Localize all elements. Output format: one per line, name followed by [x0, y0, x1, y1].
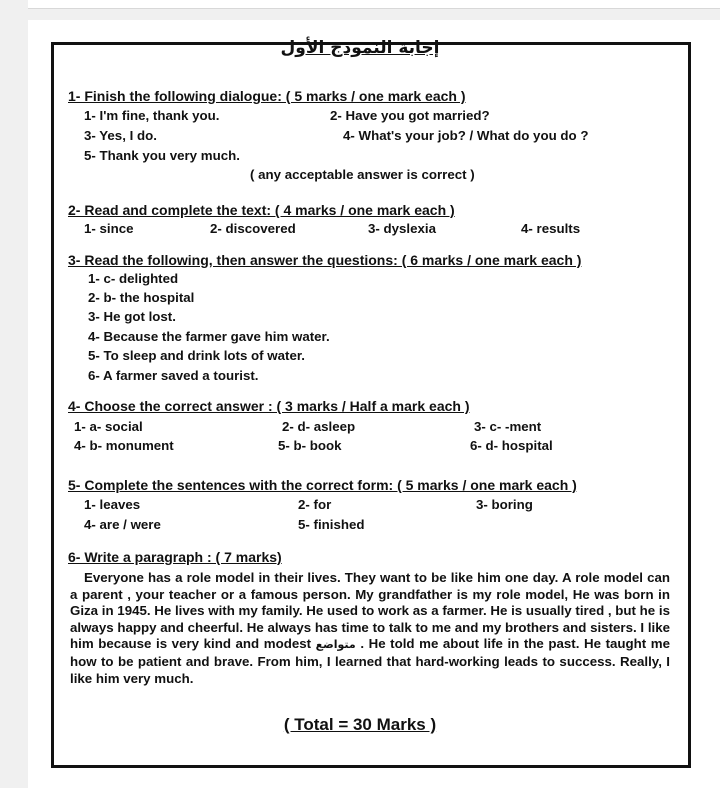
s2-answer-2: 2- discovered [210, 221, 296, 236]
s2-answer-1: 1- since [84, 221, 134, 236]
section-6-heading: 6- Write a paragraph : ( 7 marks) [68, 549, 282, 565]
paragraph-answer [70, 570, 670, 687]
section-1-heading: 1- Finish the following dialogue: ( 5 marks / one mark each ) [68, 88, 466, 104]
s3-answer-1: 1- c- delighted [88, 271, 179, 286]
s4-answer-5: 5- b- book [278, 438, 342, 453]
s1-answer-2: 2- Have you got married? [330, 108, 490, 123]
s5-answer-1: 1- leaves [84, 497, 141, 512]
top-bar [28, 0, 720, 9]
s1-note: ( any acceptable answer is correct ) [250, 167, 475, 182]
section-5-heading: 5- Complete the sentences with the correct form: ( 5 marks / one mark each ) [68, 477, 577, 493]
section-2-heading: 2- Read and complete the text: ( 4 marks / one mark each ) [68, 202, 455, 218]
s1-answer-1: 1- I'm fine, thank you. [84, 108, 220, 123]
s1-answer-4: 4- What's your job? / What do you do ? [343, 128, 589, 143]
s5-answer-4: 4- are / were [84, 517, 161, 532]
section-4-heading: 4- Choose the correct answer : ( 3 marks / Half a mark each ) [68, 398, 470, 414]
s5-answer-3: 3- boring [476, 497, 533, 512]
s2-answer-4: 4- results [521, 221, 581, 236]
arabic-gloss: متواضع [315, 638, 356, 652]
section-3-heading: 3- Read the following, then answer the questions: ( 6 marks / one mark each ) [68, 252, 582, 268]
s5-answer-5: 5- finished [298, 517, 365, 532]
s2-answer-3: 3- dyslexia [368, 221, 437, 236]
s4-answer-3: 3- c- -ment [474, 419, 542, 434]
total-marks: ( Total = 30 Marks ) [283, 715, 437, 734]
paragraph-part-2: . He told me about life in the past. He taught me how to be patient and brave. From him, I learned that hard-working leads to success. Really, I like him very much. [70, 636, 670, 686]
s3-answer-4: 4- Because the farmer gave him water. [88, 329, 330, 344]
s4-answer-6: 6- d- hospital [470, 438, 553, 453]
s3-answer-6: 6- A farmer saved a tourist. [88, 368, 259, 383]
s3-answer-5: 5- To sleep and drink lots of water. [88, 348, 305, 363]
paragraph-part-1: Everyone has a role model in their lives. They want to be like him one day. A role model can a parent , your teacher or a famous person. My grandfather is my role model, He was born in Giza in 1945. He lives with my family. He used to work as a farmer. He is usually tired , but he is always happy and cheerful. He always has time to talk to me and my brothers and sisters. I like him because is very kind and modest [70, 570, 670, 652]
s4-answer-1: 1- a- social [74, 419, 143, 434]
s1-answer-5: 5- Thank you very much. [84, 148, 240, 163]
s5-answer-2: 2- for [298, 497, 332, 512]
s3-answer-2: 2- b- the hospital [88, 290, 195, 305]
s4-answer-2: 2- d- asleep [282, 419, 356, 434]
page-title: إجابة النموذج الأول [280, 38, 440, 58]
s3-answer-3: 3- He got lost. [88, 309, 176, 324]
s1-answer-3: 3- Yes, I do. [84, 128, 157, 143]
s4-answer-4: 4- b- monument [74, 438, 174, 453]
